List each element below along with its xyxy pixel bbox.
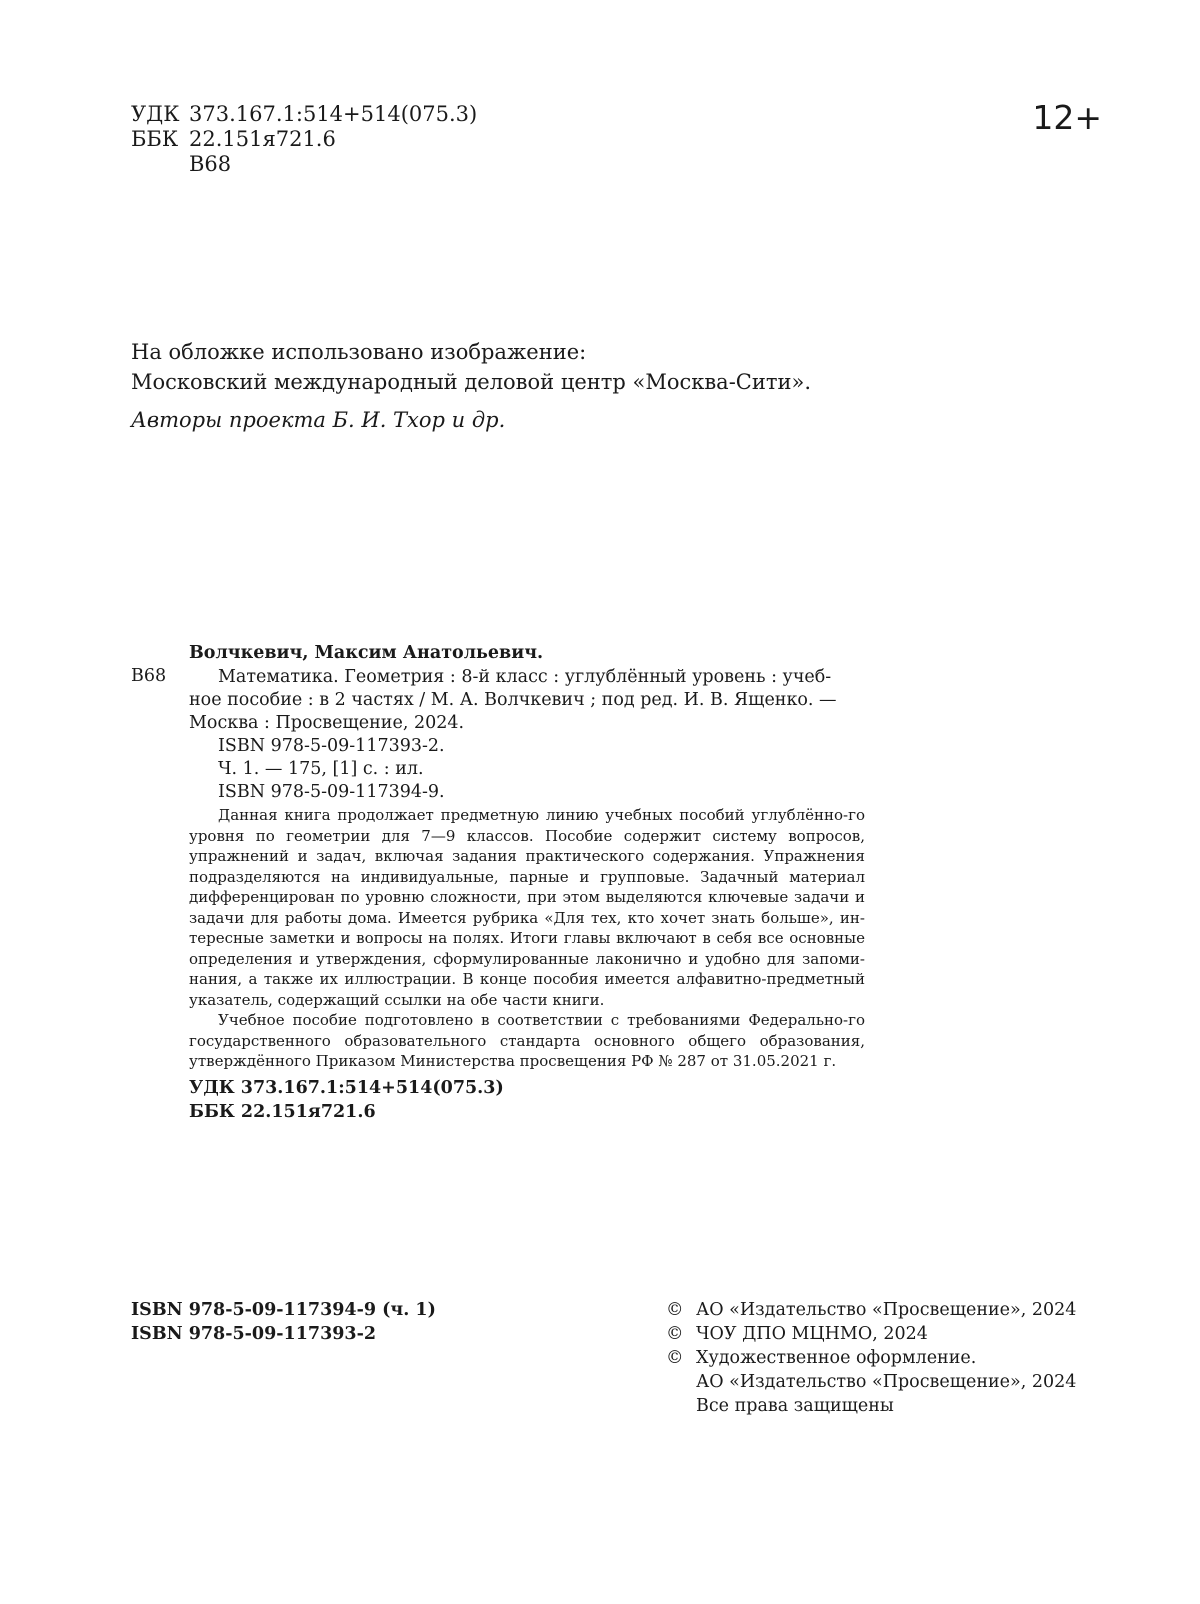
annotation-paragraph-1: Данная книга продолжает предметную линию учебных пособий углублённо-го уровня по геометрии для 7—9 классов. Пособие содержит систему вопросов, упражнений и задач, включая задания практического содержания. Упражнения подразделяются на индивидуальные, парные и групповые. Задачный материал дифференцирован по уровню сложности, при этом выделяются ключевые задачи и задачи для работы дома. Имеется рубрика «Для тех, кто хочет знать больше», ин-тересные заметки и вопросы на полях. Итоги главы включают в себя все основные определения и утверждения, сформулированные лаконично и удобно для запоми-нания, а также их иллюстрации. В конце пособия имеется алфавитно-предметный указатель, содержащий ссылки на обе части книги.	[189, 806, 865, 1009]
card-title-line3: Москва : Просвещение, 2024.	[189, 713, 465, 733]
copyright-icon: ©	[666, 1348, 684, 1368]
project-authors: Авторы проекта Б. И. Тхор и др.	[131, 408, 506, 432]
age-rating: 12+	[1032, 98, 1102, 137]
isbn-line2: ISBN 978-5-09-117393-2	[131, 1324, 377, 1344]
copyright-row-1	[666, 1298, 1076, 1322]
card-index: В68	[131, 666, 167, 686]
author-mark: В68	[189, 152, 232, 176]
card-annotation	[189, 805, 865, 1072]
card-title-line2: ное пособие : в 2 частях / М. А. Волчкевич ; под ред. И. В. Ященко. —	[189, 690, 837, 710]
card-author: Волчкевич, Максим Анатольевич.	[189, 643, 544, 663]
cover-note-line1: На обложке использовано изображение:	[131, 340, 587, 364]
annotation-paragraph-2: Учебное пособие подготовлено в соответствии с требованиями Федерально-го государственного образовательного стандарта основного общего образования, утверждённого Приказом Министерства просвещения РФ № 287 от 31.05.2021 г.	[189, 1011, 865, 1070]
copyright-icon: ©	[666, 1324, 684, 1344]
isbn-line1: ISBN 978-5-09-117394-9 (ч. 1)	[131, 1300, 436, 1320]
udk-value: 373.167.1:514+514(075.3)	[189, 102, 478, 126]
card-udk: УДК 373.167.1:514+514(075.3)	[189, 1077, 504, 1098]
isbn-block	[131, 1298, 436, 1346]
classification-codes	[131, 102, 477, 177]
card-bbk: ББК 22.151я721.6	[189, 1101, 376, 1122]
copyright-line4: АО «Издательство «Просвещение», 2024	[696, 1372, 1077, 1392]
copyright-row-3	[666, 1346, 1076, 1370]
card-isbn-set: ISBN 978-5-09-117393-2.	[218, 736, 445, 756]
card-isbn-part: ISBN 978-5-09-117394-9.	[218, 782, 445, 802]
card-codes	[189, 1076, 847, 1124]
bbk-value: 22.151я721.6	[189, 127, 336, 151]
copyright-line5: Все права защищены	[696, 1396, 894, 1416]
card-part: Ч. 1. — 175, [1] с. : ил.	[218, 759, 424, 779]
copyright-line2: ЧОУ ДПО МЦНМО, 2024	[696, 1324, 928, 1344]
copyright-line1: АО «Издательство «Просвещение», 2024	[696, 1300, 1077, 1320]
udk-row	[131, 102, 477, 127]
cover-note-line2: Московский международный деловой центр «Москва-Сити».	[131, 370, 811, 394]
udk-label: УДК	[131, 102, 180, 126]
copyright-block	[666, 1298, 1076, 1418]
card-title-line1: Математика. Геометрия : 8-й класс : углублённый уровень : учеб-	[218, 667, 832, 687]
copyright-line3: Художественное оформление.	[696, 1348, 977, 1368]
copyright-icon: ©	[666, 1300, 684, 1320]
bbk-row	[131, 127, 477, 152]
catalog-card	[131, 642, 865, 1124]
bbk-label: ББК	[131, 127, 179, 151]
copyright-row-2	[666, 1322, 1076, 1346]
cover-note	[131, 337, 811, 397]
